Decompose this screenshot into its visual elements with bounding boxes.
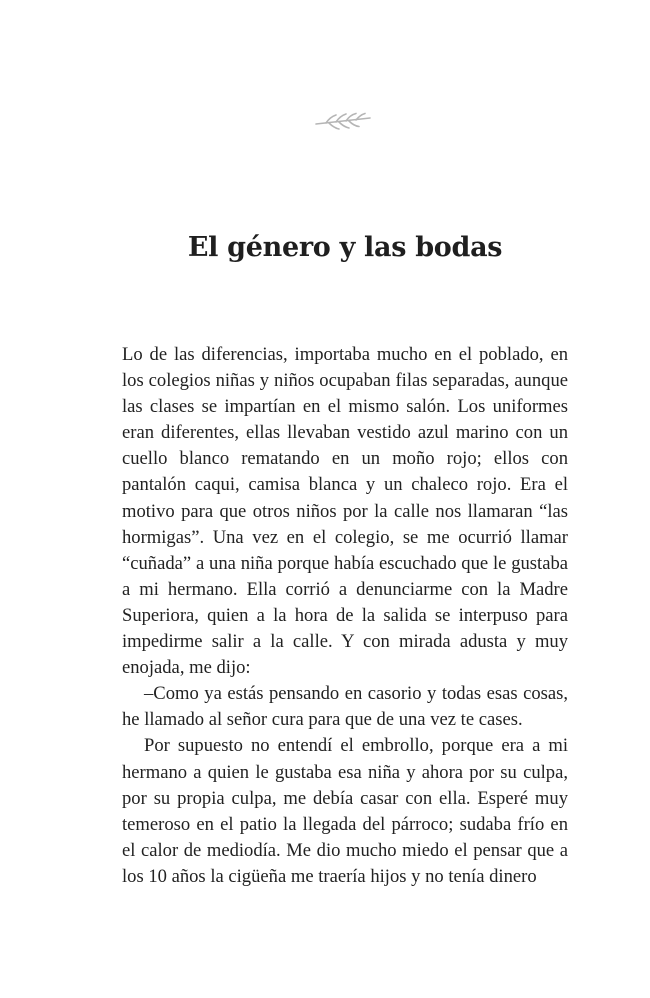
- paragraph: Por supuesto no entendí el embrollo, porque era a mi hermano a quien le gustaba esa niña y ahora por su culpa, por su propia culpa, me debía casar con ella. Esperé muy temeroso en el patio la llegada del párroco; sudaba frío en el calor de mediodía. Me dio mucho miedo el pensar que a los 10 años la cigüeña me traería hijos y no tenía dinero: [122, 735, 568, 887]
- leaf-branch-ornament-icon: [312, 112, 374, 132]
- paragraph: Lo de las diferencias, importaba mucho en el poblado, en los colegios niñas y niños ocupaban filas separadas, aunque las clases se impartían en el mismo salón. Los uniformes eran diferentes, ellas llevaban vestido azul marino con un cuello blanco rematando en un moño rojo; ellos con pantalón caqui, camisa blanca y un chaleco rojo. Era el motivo para que otros niños por la calle nos llamaran “las hormigas”. Una vez en el colegio, se me ocurrió llamar “cuñada” a una niña porque había escuchado que le gustaba a mi hermano. Ella corrió a denunciarme con la Madre Superiora, quien a la hora de la salida se interpuso para impedirme salir a la calle. Y con mirada adusta y muy enojada, me dijo:: [122, 344, 568, 679]
- chapter-title: El género y las bodas: [187, 232, 503, 263]
- body-text: [122, 342, 568, 890]
- paragraph: –Como ya estás pensando en casorio y todas esas cosas, he llamado al señor cura para que de una vez te cases.: [122, 683, 568, 731]
